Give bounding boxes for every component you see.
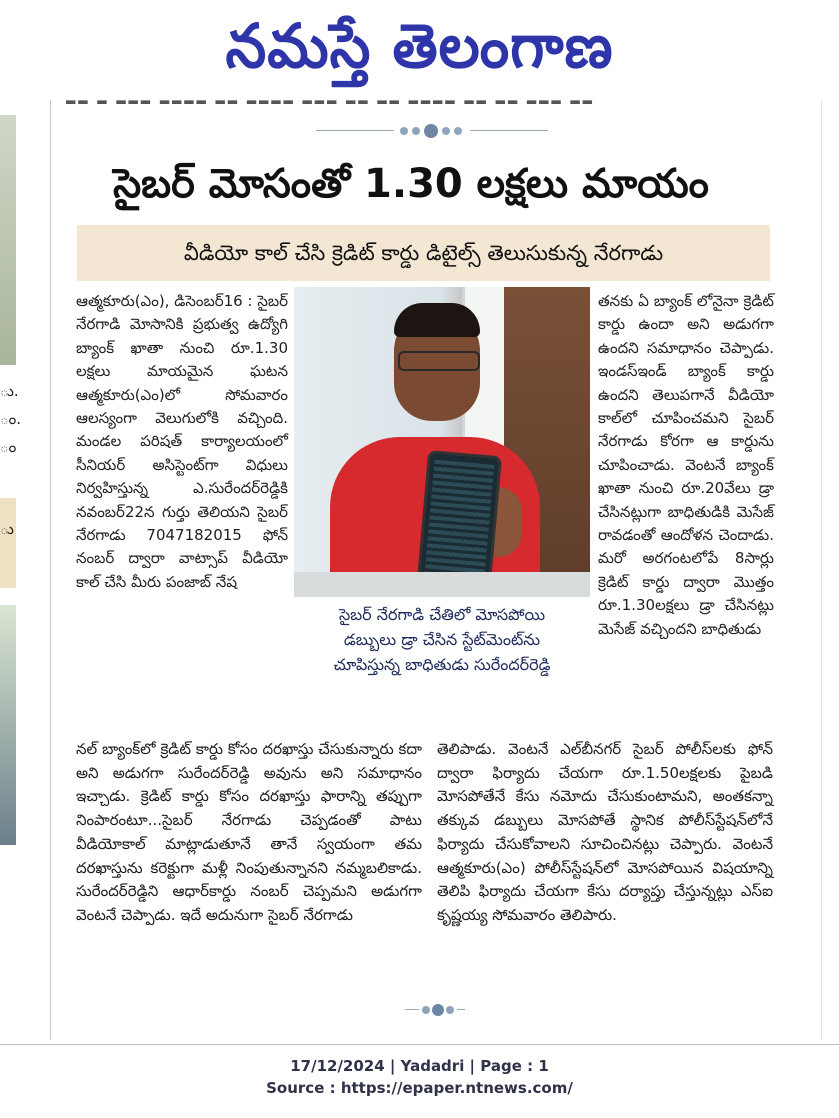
ornament-line — [405, 1009, 419, 1010]
edition-info: 17/12/2024 | Yadadri | Page : 1 — [290, 1057, 549, 1075]
adjacent-photo — [0, 115, 16, 365]
divider-ornament — [316, 124, 548, 138]
ornament-dot-center — [432, 1004, 444, 1016]
adjacent-text-4: ు — [0, 520, 14, 538]
column-divider-right — [821, 100, 822, 1040]
article-bottom-right: తెలిపాడు. వెంటనే ఎల్‌బీనగర్ సైబర్ పోలీస్‌లకు ఫోన్ ద్వారా ఫిర్యాదు చేయగా రూ.1.50లక్షలకు పైబడి మోసపోతేనే కేసు నమోదు చేసుకుంటామని, అంతకన్నా తక్కువ డబ్బులు మోసపోతే స్థానిక పోలీస్‌స్టేషన్‌లోనే ఫిర్యాదు చేసుకోవాలని సూచించినట్లు చెప్పారు. వెంటనే ఆత్మకూరు(ఎం) పోలీస్‌స్టేషన్‌లో మోసపోయిన విషయాన్ని తెలిపి ఫిర్యాదు చేయగా కేసు దర్యాప్తు చేస్తున్నట్లు ఎస్‌ఐ కృష్ణయ్య సోమవారం తెలిపారు. — [437, 740, 773, 924]
article-bottom-left: నల్ బ్యాంక్‌లో క్రెడిట్ కార్డు కోసం దరఖాస్తు చేసుకున్నారు కదా అని అడుగగా సురేందర్‌రెడ్డి అవును అని సమాధానం ఇచ్చాడు. క్రెడిట్ కార్డు కోసం దరఖాస్తు ఫారాన్ని తప్పుగా నింపారంటూ...సైబర్ నేరగాడు చెప్పడంతో పాటు వీడియోకాల్ మాట్లాడుతూనే తానే స్వయంగా తమ దరఖాస్తును కరెక్టుగా మళ్లీ నింపుతున్నానని నమ్మబలికాడు. సురేందర్‌రెడ్డిని ఆధార్‌కార్డు నంబర్ చెప్పమని అడుగగా వెంటనే చెప్పాడు. ఇదే అదునుగా సైబర్ నేరగాడు — [76, 740, 422, 924]
adjacent-text-3: ం — [0, 438, 17, 456]
adjacent-text-1: ు. — [0, 382, 19, 400]
adjacent-text-2: ం. — [0, 410, 22, 428]
end-ornament — [405, 1003, 465, 1017]
page-footer — [0, 1044, 839, 1118]
caption-line: చూపిస్తున్న బాధితుడు సురేందర్‌రెడ్డి — [333, 655, 551, 674]
previous-story-cut-line: ▂▂ ▂ ▂▂▂ ▂▂▂▂ ▂▂ ▂▂▂▂ ▂▂▂ ▂▂ ▂▂ ▂▂▂▂ ▂▂ ▂▂ ▂▂▂ ▂▂ — [66, 94, 595, 104]
caption-line: డబ్బులు డ్రా చేసిన స్టేట్‌మెంట్‌ను — [343, 630, 541, 649]
victim-photo — [294, 287, 590, 597]
subheadline-box — [77, 225, 770, 281]
adjacent-photo-2 — [0, 605, 16, 845]
headline: సైబర్ మోసంతో 1.30 లక్షలు మాయం — [113, 161, 709, 207]
ornament-dot-center — [424, 124, 438, 138]
ornament-dot — [422, 1006, 430, 1014]
adjacent-box — [0, 498, 16, 588]
source-link[interactable]: Source : https://epaper.ntnews.com/ — [266, 1079, 573, 1097]
ornament-dot — [400, 127, 408, 135]
article-column-3: తనకు ఏ బ్యాంక్ లోనైనా క్రెడిట్ కార్డు ఉందా అని అడుగగా ఉందని సమాధానం చెప్పాడు. ఇండస్‌ఇండ్ బ్యాంక్ కార్డు ఉందని తెలుపగానే వీడియో కాల్‌లో చూపించమని సైబర్ నేరగాడు కోరగా ఆ కార్డును చూపించాడు. వెంటనే బ్యాంక్ ఖాతా నుంచి రూ.20వేలు డ్రా చేసినట్లుగా బాధితుడికి మెసేజ్ రావడంతో ఆందోళన చెందాడు. మరో అరగంటలోపే 8సార్లు క్రెడిట్ కార్డు ద్వారా మొత్తం రూ.1.30లక్షలు డ్రా చేసినట్లు మెసేజ్ వచ్చిందని బాధితుడు — [598, 292, 774, 638]
ornament-line — [316, 130, 394, 131]
photo-caption — [294, 602, 590, 718]
phone-screen — [424, 460, 494, 587]
ornament-line — [457, 1009, 465, 1010]
ornament-dot — [446, 1006, 454, 1014]
caption-line: సైబర్ నేరగాడి చేతిలో మోసపోయి — [338, 605, 546, 624]
photo-desk — [294, 572, 590, 597]
masthead — [0, 0, 839, 95]
newspaper-logo: నమస్తే తెలంగాణ — [225, 10, 614, 82]
ornament-line — [470, 130, 548, 131]
adjacent-article-strip — [0, 110, 22, 1040]
article-column-1: ఆత్మకూరు(ఎం), డిసెంబర్16 : సైబర్ నేరగాడి మోసానికి ప్రభుత్వ ఉద్యోగి బ్యాంక్ ఖాతా నుంచి రూ.1.30 లక్షలు మాయమైన ఘటన ఆత్మకూరు(ఎం)లో సోమవారం ఆలస్యంగా వెలుగులోకి వచ్చింది. మండల పరిషత్ కార్యాలయంలో సీనియర్ అసిస్టెంట్‌గా విధులు నిర్వహిస్తున్న ఎ.సురేందర్‌రెడ్డికి నవంబర్22న గుర్తు తెలియని సైబర్ నేరగాడు 7047182015 ఫోన్ నంబర్ ద్వారా వాట్సాప్ వీడియో కాల్ చేసి మీరు పంజాబ్ నేష — [76, 292, 288, 591]
ornament-dot — [454, 127, 462, 135]
photo-glasses — [398, 351, 480, 371]
ornament-dot — [412, 127, 420, 135]
subheadline: వీడియో కాల్ చేసి క్రెడిట్ కార్డు డిటైల్స్ తెలుసుకున్న నేరగాడు — [183, 241, 664, 265]
photo-person-hair — [394, 303, 480, 337]
ornament-dot — [442, 127, 450, 135]
column-divider — [50, 100, 51, 1040]
